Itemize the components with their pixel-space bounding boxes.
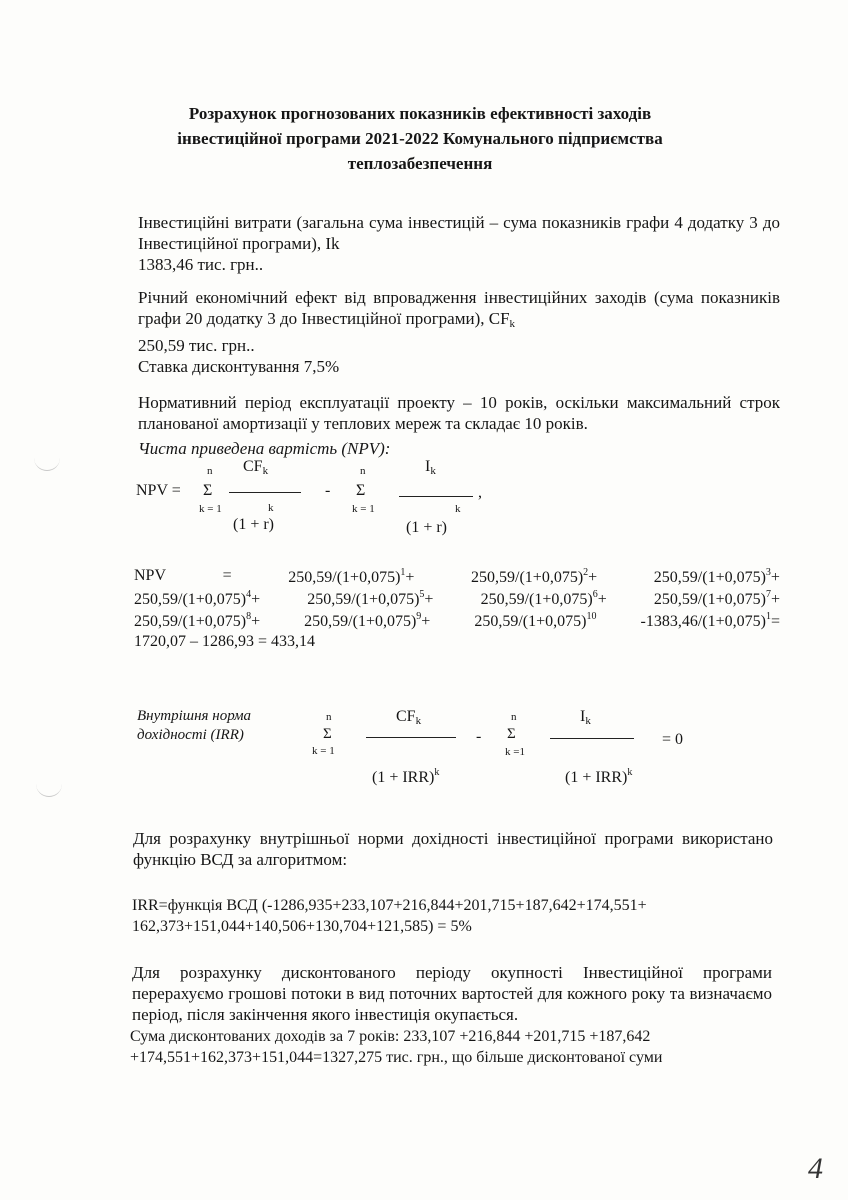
irr-intro: Для розрахунку внутрішньої норми дохідності інвестиційної програми використано функцію ВСД за алгоритмом: (133, 829, 773, 869)
irr-equals-zero: = 0 (662, 731, 684, 748)
operation-period: Нормативний період експлуатації проекту – 10 років, оскільки максимальний строк планованої амортизації у теплових мереж та складає 10 років. (138, 393, 780, 433)
irr-fraction-line-1 (366, 737, 456, 738)
npv-sum2-lower: k = 1 (352, 503, 375, 515)
npv-calc-line-1 (134, 567, 780, 587)
irr-calc-line-1: IRR=функція ВСД (-1286,935+233,107+216,844+201,715+187,642+174,551+ (132, 897, 647, 914)
npv-denominator-1: (1 + r) (233, 516, 275, 533)
effect-value: 250,59 тис. грн.. (138, 336, 255, 355)
npv-calc-term-10: $250,59/(1+0,075)^{10}$ (474, 611, 597, 630)
title-line-1: Розрахунок прогнозованих показників ефективності заходів (188, 104, 652, 123)
payback-sum-line-2: +174,551+162,373+151,044=1327,275 тис. грн., що більше дисконтованої суми (130, 1049, 663, 1066)
npv-exponent-1: k (268, 502, 274, 514)
punch-hole-mark-top (34, 456, 60, 471)
document-title (120, 101, 720, 176)
irr-sum1-lower: k = 1 (312, 745, 335, 757)
irr-denominator-1: (1 + IRR)$^k$ (372, 767, 440, 786)
discount-rate: Ставка дисконтування 7,5% (138, 357, 340, 376)
investment-text: Інвестиційні витрати (загальна сума інвестицій – сума показників графи 4 додатку 3 до Інвестиційної програми), Ik (138, 213, 780, 253)
npv-calc-term-6: $250,59/(1+0,075)^6+$ (480, 589, 607, 608)
irr-sigma-1: Σ (323, 726, 332, 742)
npv-numerator-cf: $CF_k$ (243, 458, 269, 477)
page-number: 4 (808, 1152, 823, 1185)
irr-calc (132, 895, 647, 937)
npv-numerator-ik: $I_k$ (425, 458, 436, 477)
npv-sigma-1: Σ (203, 482, 213, 499)
npv-fraction-line-2 (399, 496, 473, 497)
payback-text: Для розрахунку дисконтованого періоду окупності Інвестиційної програми перерахуємо грошові потоки в вид поточних вартостей для кожного року та визначаємо період, після закінчення якого інвестиція окупається. (132, 963, 772, 1024)
investment-value: 1383,46 тис. грн.. (138, 255, 264, 274)
npv-calc-term-2: $250,59/(1+0,075)^2+$ (471, 567, 598, 586)
irr-sum1-upper: n (326, 711, 332, 723)
npv-sum2-upper: n (360, 465, 366, 477)
npv-sum1-lower: k = 1 (199, 503, 222, 515)
npv-calc-term-7: $250,59/(1+0,075)^7+$ (653, 589, 780, 608)
payback-sum (130, 1026, 662, 1068)
npv-calc-equals: = (222, 567, 232, 584)
irr-numerator-cf: $CF_k$ (396, 708, 422, 727)
npv-sigma-2: Σ (356, 482, 366, 499)
npv-calc-term-5: $250,59/(1+0,075)^5+$ (307, 589, 434, 608)
irr-calc-line-2: 162,373+151,044+140,506+130,704+121,585) = 5% (132, 918, 472, 935)
npv-lhs: NPV = (136, 482, 181, 499)
npv-calc-label: NPV (134, 567, 167, 584)
punch-hole-mark-bottom (36, 782, 62, 797)
irr-numerator-ik: $I_k$ (580, 708, 591, 727)
npv-calc-term-8: $250,59/(1+0,075)^8+$ (134, 611, 261, 630)
npv-fraction-line-1 (229, 492, 301, 493)
irr-sigma-2: Σ (507, 726, 516, 742)
irr-denominator-2: (1 + IRR)$^k$ (565, 767, 633, 786)
npv-calc-term-4: $250,59/(1+0,075)^4+$ (134, 589, 261, 608)
npv-minus: - (325, 482, 331, 499)
irr-sum2-upper: n (511, 711, 517, 723)
irr-label: Внутрішня норма дохідності (IRR) (137, 708, 252, 743)
npv-calc-term-1: $250,59/(1+0,075)^1+$ (288, 567, 415, 586)
payback-sum-line-1: Сума дисконтованих доходів за 7 років: 233,107 +216,844 +201,715 +187,642 (130, 1028, 651, 1045)
irr-fraction-line-2 (550, 738, 634, 739)
npv-comma: , (478, 484, 482, 501)
npv-calc-investment-term: $-1383,46/(1+0,075)^1=$ (640, 611, 780, 630)
effect-block (138, 287, 780, 356)
npv-denominator-2: (1 + r) (406, 519, 448, 536)
irr-minus: - (476, 728, 482, 745)
effect-text: Річний економічний ефект від впровадження інвестиційних заходів (сума показників графи 20 додатку 3 до Інвестиційної програми), $CF_k$ (138, 288, 780, 330)
npv-calc-term-3: $250,59/(1+0,075)^3+$ (653, 567, 780, 586)
title-line-2: інвестиційної програми 2021-2022 Комунального підприємства (177, 129, 663, 148)
title-line-3: теплозабезпечення (347, 154, 493, 173)
npv-calc-result: 1720,07 – 1286,93 = 433,14 (134, 633, 316, 650)
npv-calc-line-3 (134, 611, 780, 631)
npv-heading: Чиста приведена вартість (NPV): (138, 439, 391, 458)
investment-block (138, 212, 780, 275)
npv-exponent-2: k (455, 503, 461, 515)
npv-sum1-upper: n (207, 465, 213, 477)
npv-calc-line-2 (134, 589, 780, 609)
irr-sum2-lower: k =1 (505, 746, 525, 758)
npv-calc-term-9: $250,59/(1+0,075)^9+$ (304, 611, 431, 630)
